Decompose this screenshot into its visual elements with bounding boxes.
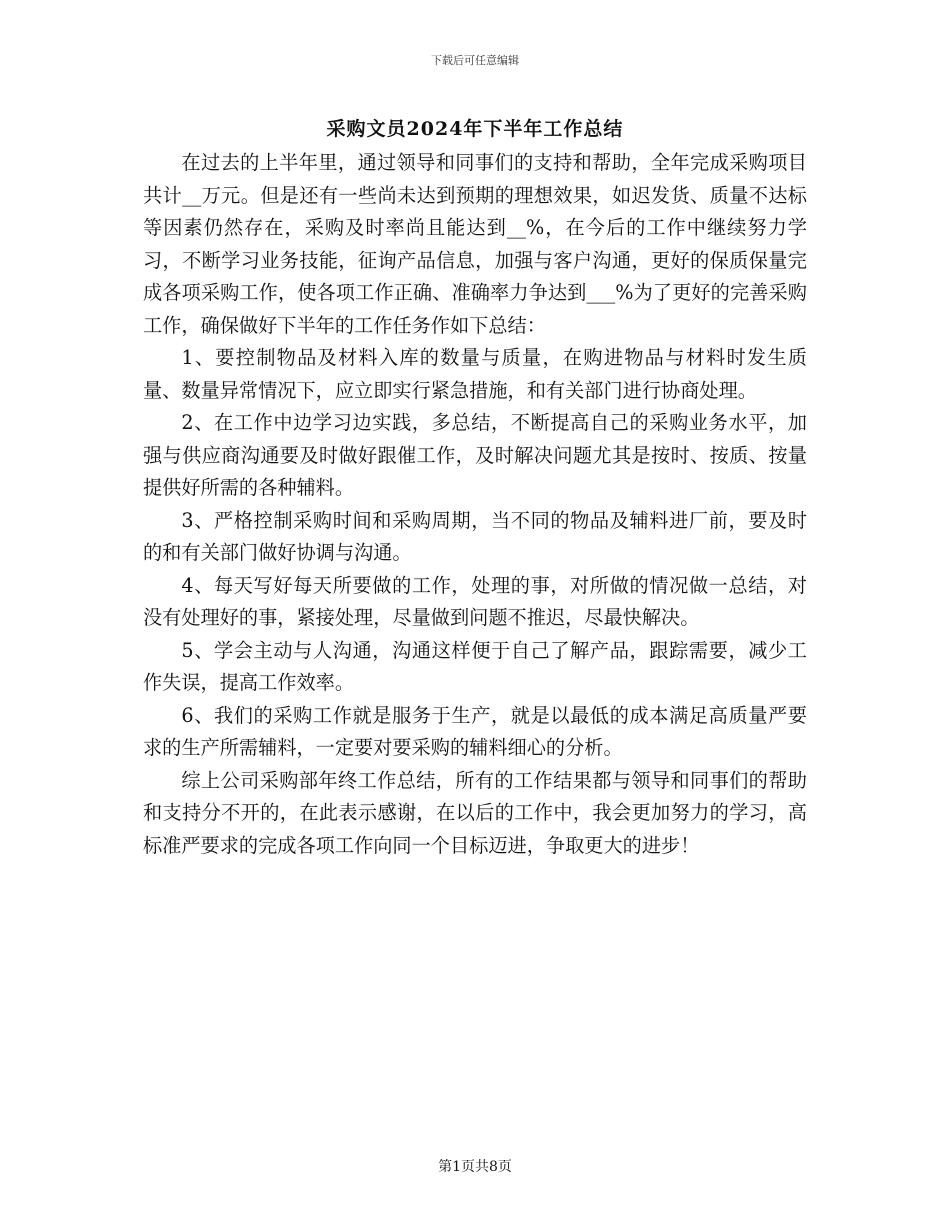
paragraph-item-6: 6、我们的采购工作就是服务于生产，就是以最低的成本满足高质量严要求的生产所需辅料，一定要对要采购的辅料细心的分析。	[143, 703, 807, 759]
paragraph-conclusion: 综上公司采购部年终工作总结，所有的工作结果都与领导和同事们的帮助和支持分不开的，在此表示感谢，在以后的工作中，我会更加努力的学习，高标准严要求的完成各项工作向同一个目标迈进，争取更大的进步！	[143, 768, 807, 857]
paragraph-item-2: 2、在工作中边学习边实践，多总结，不断提高自己的采购业务水平，加强与供应商沟通要及时做好跟催工作，及时解决问题尤其是按时、按质、按量提供好所需的各种辅料。	[143, 411, 807, 499]
paragraph-item-3: 3、严格控制采购时间和采购周期，当不同的物品及辅料进厂前，要及时的和有关部门做好协调与沟通。	[143, 508, 807, 564]
document-body	[143, 147, 807, 862]
page-number: 第1页共8页	[438, 1159, 512, 1175]
page-header: 下载后可任意编辑	[431, 54, 519, 67]
paragraph-item-4: 4、每天写好每天所要做的工作，处理的事，对所做的情况做一总结，对没有处理好的事，紧接处理，尽量做到问题不推迟，尽最快解决。	[143, 573, 807, 629]
paragraph-item-1: 1、要控制物品及材料入库的数量与质量，在购进物品与材料时发生质量、数量异常情况下，应立即实行紧急措施，和有关部门进行协商处理。	[143, 346, 807, 402]
paragraph-intro: 在过去的上半年里，通过领导和同事们的支持和帮助，全年完成采购项目共计__万元。但是还有一些尚未达到预期的理想效果，如迟发货、质量不达标等因素仍然存在，采购及时率尚且能达到__%，在今后的工作中继续努力学习，不断学习业务技能，征询产品信息，加强与客户沟通，更好的保质保量完成各项采购工作，使各项工作正确、准确率力争达到___%为了更好的完善采购工作，确保做好下半年的工作任务作如下总结：	[143, 151, 807, 337]
document-title: 采购文员2024年下半年工作总结	[326, 118, 624, 140]
paragraph-item-5: 5、学会主动与人沟通，沟通这样便于自己了解产品，跟踪需要，减少工作失误，提高工作效率。	[143, 638, 807, 694]
